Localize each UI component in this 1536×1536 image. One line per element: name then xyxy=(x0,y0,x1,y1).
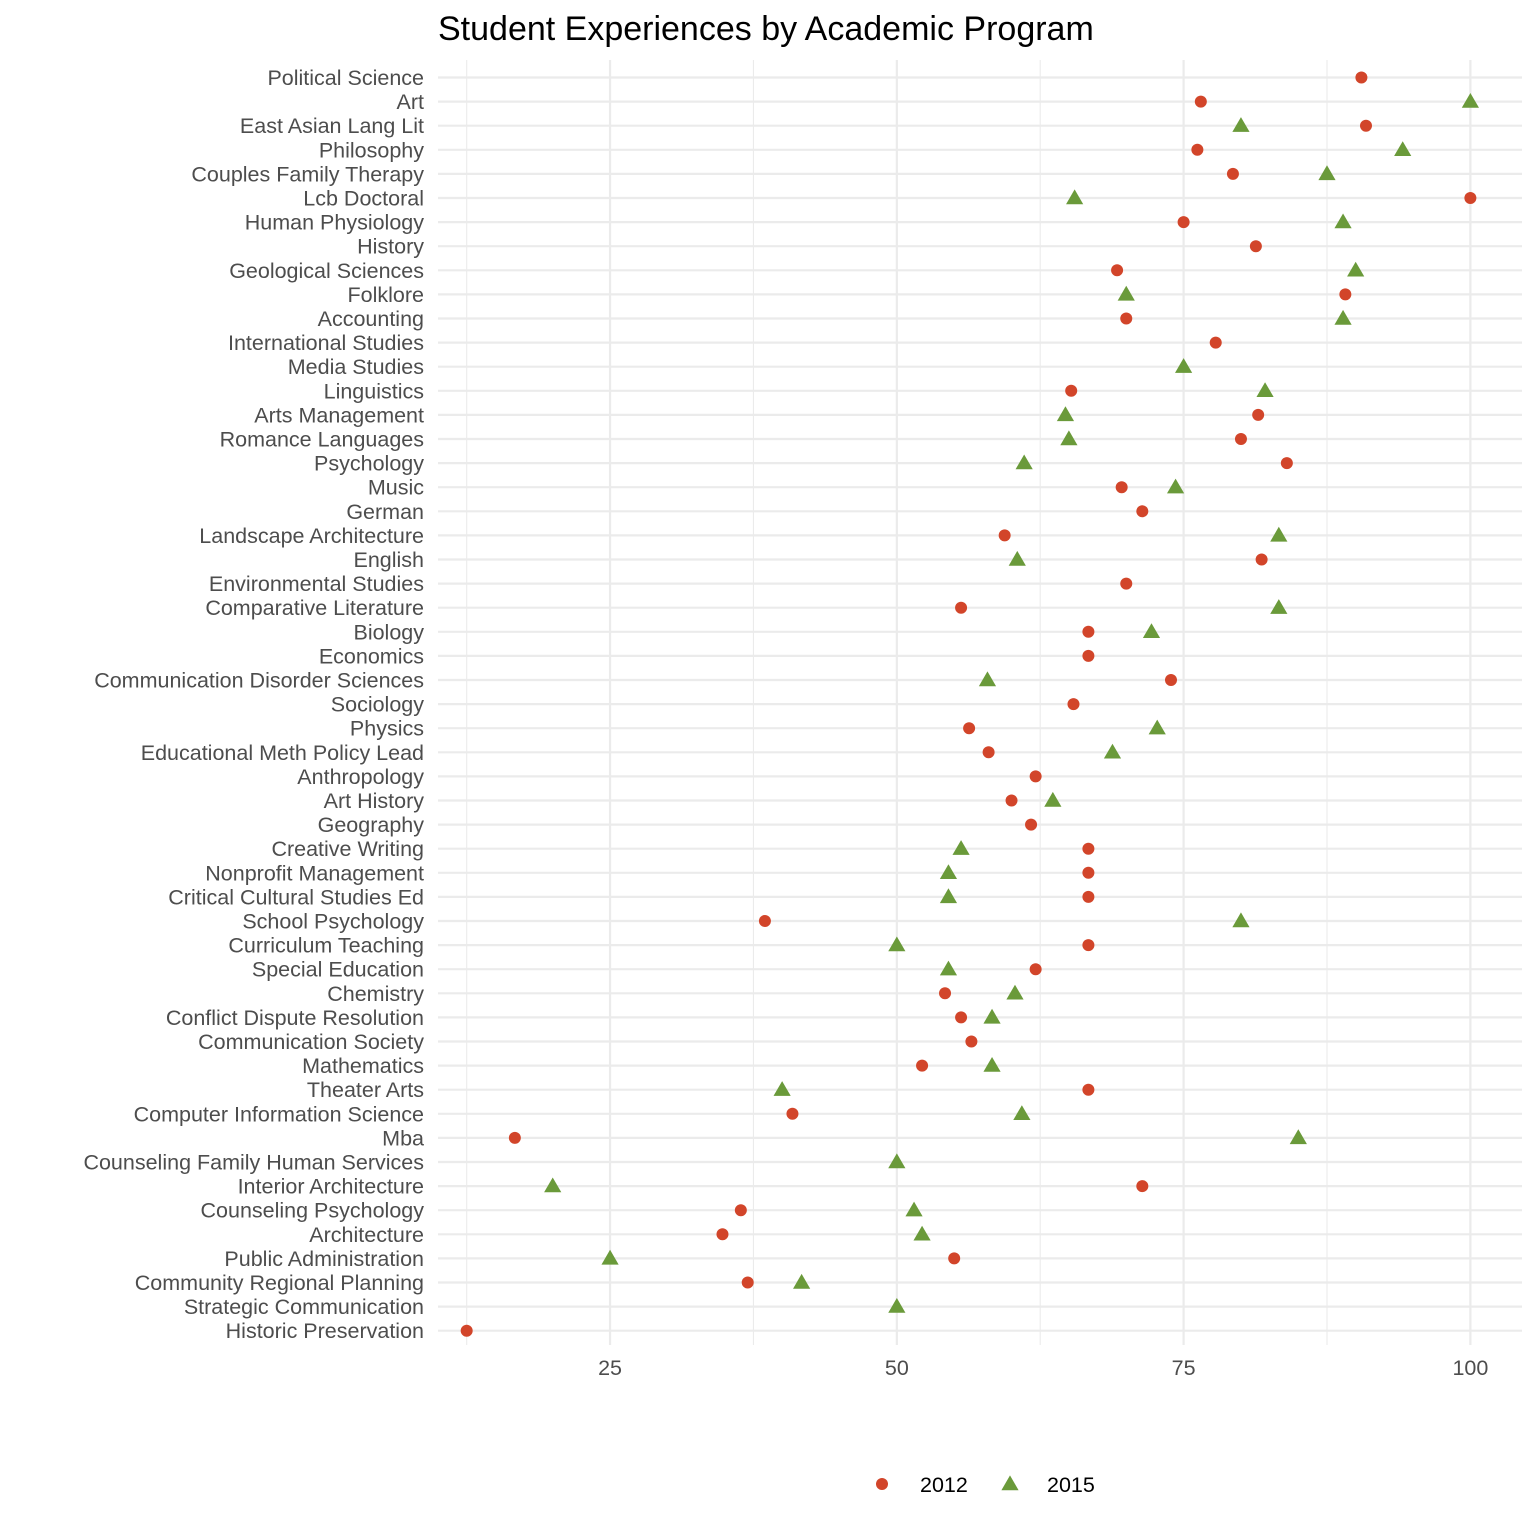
point-2015 xyxy=(1016,455,1033,470)
y-tick-label: Counseling Family Human Services xyxy=(83,1150,424,1175)
x-tick-label: 25 xyxy=(598,1356,623,1380)
point-2015 xyxy=(940,888,957,903)
y-tick-label: Philosophy xyxy=(318,138,424,163)
x-axis-labels xyxy=(598,1356,1488,1380)
point-2012 xyxy=(939,987,951,999)
point-2012 xyxy=(1065,385,1077,397)
y-tick-label: Linguistics xyxy=(323,379,424,404)
point-2012 xyxy=(1252,409,1264,421)
y-tick-label: Psychology xyxy=(314,451,424,476)
point-2015 xyxy=(1149,720,1166,735)
point-2015 xyxy=(1318,165,1335,180)
point-2012 xyxy=(1360,120,1372,132)
point-2012 xyxy=(1030,770,1042,782)
point-2012 xyxy=(1082,843,1094,855)
point-2012 xyxy=(1082,867,1094,879)
point-2012 xyxy=(965,1036,977,1048)
y-tick-label: Nonprofit Management xyxy=(205,861,424,886)
point-2012 xyxy=(948,1252,960,1264)
y-tick-label: East Asian Lang Lit xyxy=(239,114,424,139)
point-2012 xyxy=(1082,1084,1094,1096)
point-2012 xyxy=(1165,674,1177,686)
point-2015 xyxy=(544,1178,561,1193)
y-tick-label: Public Administration xyxy=(224,1246,424,1271)
point-2012 xyxy=(759,915,771,927)
y-tick-label: Curriculum Teaching xyxy=(228,933,424,958)
point-2015 xyxy=(940,864,957,879)
y-tick-label: Biology xyxy=(353,620,424,645)
y-tick-label: History xyxy=(357,234,424,259)
y-tick-label: Landscape Architecture xyxy=(199,523,424,548)
y-tick-label: Computer Information Science xyxy=(133,1102,424,1127)
point-2015 xyxy=(888,937,905,952)
legend-marker-2015 xyxy=(1001,1475,1018,1490)
point-2012 xyxy=(955,1011,967,1023)
point-2012 xyxy=(1195,96,1207,108)
point-2012 xyxy=(1006,795,1018,807)
point-2012 xyxy=(999,529,1011,541)
point-2012 xyxy=(1082,939,1094,951)
y-tick-label: Political Science xyxy=(267,66,424,90)
point-2015 xyxy=(1057,406,1074,421)
point-2012 xyxy=(983,746,995,758)
point-2012 xyxy=(1067,698,1079,710)
x-tick-label: 50 xyxy=(884,1356,909,1380)
y-tick-label: German xyxy=(346,499,424,524)
point-2015 xyxy=(983,1057,1000,1072)
grid xyxy=(438,60,1522,1345)
y-tick-label: Economics xyxy=(318,644,424,669)
point-2015 xyxy=(1013,1105,1030,1120)
y-tick-label: Media Studies xyxy=(287,355,424,380)
point-2015 xyxy=(1066,189,1083,204)
y-tick-label: Special Education xyxy=(251,957,424,982)
point-2012 xyxy=(1082,650,1094,662)
point-2015 xyxy=(1167,479,1184,494)
point-2012 xyxy=(461,1325,473,1337)
point-2012 xyxy=(916,1060,928,1072)
y-tick-label: Educational Meth Policy Lead xyxy=(140,740,424,765)
legend-marker-2012 xyxy=(876,1478,888,1490)
point-2012 xyxy=(1227,168,1239,180)
point-2012 xyxy=(1082,626,1094,638)
point-2015 xyxy=(1143,623,1160,638)
y-tick-label: Music xyxy=(367,475,424,500)
point-2015 xyxy=(1044,792,1061,807)
y-tick-label: Folklore xyxy=(347,282,424,307)
point-2015 xyxy=(793,1274,810,1289)
y-tick-label: Comparative Literature xyxy=(205,596,424,621)
y-tick-label: Sociology xyxy=(330,692,424,717)
point-2012 xyxy=(1025,819,1037,831)
point-2012 xyxy=(963,722,975,734)
point-2015 xyxy=(1334,214,1351,229)
point-2012 xyxy=(786,1108,798,1120)
y-tick-label: Arts Management xyxy=(254,403,424,428)
y-tick-label: Mba xyxy=(382,1126,424,1151)
y-tick-label: Mathematics xyxy=(302,1054,424,1079)
point-2015 xyxy=(913,1226,930,1241)
y-tick-label: Community Regional Planning xyxy=(134,1271,424,1295)
point-2015 xyxy=(1394,141,1411,156)
point-2012 xyxy=(1281,457,1293,469)
point-2012 xyxy=(509,1132,521,1144)
point-2015 xyxy=(888,1153,905,1168)
y-tick-label: Art xyxy=(396,90,424,115)
point-2012 xyxy=(955,602,967,614)
point-2012 xyxy=(1256,554,1268,566)
y-tick-label: Environmental Studies xyxy=(208,572,424,597)
point-2015 xyxy=(1060,430,1077,445)
point-2015 xyxy=(983,1009,1000,1024)
y-tick-label: Anthropology xyxy=(297,764,424,789)
point-2015 xyxy=(1232,117,1249,132)
y-tick-label: Romance Languages xyxy=(219,427,424,452)
point-2012 xyxy=(1464,192,1476,204)
y-tick-label: Geological Sciences xyxy=(229,258,424,283)
y-tick-label: Historic Preservation xyxy=(225,1319,424,1344)
y-tick-label: Creative Writing xyxy=(271,837,424,862)
point-2015 xyxy=(1118,286,1135,301)
y-tick-label: Counseling Psychology xyxy=(200,1198,424,1223)
point-2012 xyxy=(1030,963,1042,975)
y-tick-label: School Psychology xyxy=(242,909,424,934)
point-2015 xyxy=(979,671,996,686)
point-2015 xyxy=(1256,382,1273,397)
y-tick-label: Lcb Doctoral xyxy=(303,186,424,211)
y-tick-label: Communication Society xyxy=(198,1030,424,1054)
point-2012 xyxy=(1178,216,1190,228)
point-2015 xyxy=(1270,527,1287,542)
x-tick-label: 100 xyxy=(1452,1356,1489,1380)
y-tick-label: Chemistry xyxy=(327,981,424,1006)
point-2012 xyxy=(1235,433,1247,445)
y-tick-label: Critical Cultural Studies Ed xyxy=(168,885,424,910)
point-2012 xyxy=(1355,72,1367,84)
point-2015 xyxy=(1175,358,1192,373)
point-2012 xyxy=(1250,240,1262,252)
point-2015 xyxy=(1462,93,1479,108)
y-tick-label: Architecture xyxy=(309,1222,424,1247)
y-tick-label: Accounting xyxy=(317,307,424,331)
point-2012 xyxy=(742,1277,754,1289)
y-tick-label: Art History xyxy=(323,789,424,813)
point-2012 xyxy=(1120,313,1132,325)
point-2015 xyxy=(1334,310,1351,325)
point-2015 xyxy=(905,1202,922,1217)
y-tick-label: Human Physiology xyxy=(244,210,424,235)
legend xyxy=(876,1473,1095,1497)
point-2012 xyxy=(735,1204,747,1216)
y-tick-label: International Studies xyxy=(227,331,424,356)
y-axis-labels xyxy=(83,66,424,1343)
y-tick-label: Communication Disorder Sciences xyxy=(94,668,424,693)
y-tick-label: Strategic Communication xyxy=(183,1295,424,1320)
y-tick-label: Couples Family Therapy xyxy=(191,162,424,187)
point-2015 xyxy=(1290,1129,1307,1144)
chart-title: Student Experiences by Academic Program xyxy=(438,10,1094,48)
point-2015 xyxy=(1270,599,1287,614)
point-2012 xyxy=(1111,264,1123,276)
legend-label-2015: 2015 xyxy=(1047,1473,1095,1497)
point-2012 xyxy=(1136,1180,1148,1192)
point-2012 xyxy=(1082,891,1094,903)
x-tick-label: 75 xyxy=(1171,1356,1196,1380)
point-2015 xyxy=(888,1298,905,1313)
point-2012 xyxy=(1120,578,1132,590)
point-2015 xyxy=(1347,262,1364,277)
point-2015 xyxy=(952,840,969,855)
point-2012 xyxy=(1191,144,1203,156)
point-2012 xyxy=(1136,505,1148,517)
y-tick-label: Conflict Dispute Resolution xyxy=(165,1005,424,1030)
y-tick-label: Geography xyxy=(317,813,424,838)
y-tick-label: English xyxy=(353,548,424,572)
point-2015 xyxy=(1232,912,1249,927)
point-2015 xyxy=(774,1081,791,1096)
point-2015 xyxy=(940,961,957,976)
y-tick-label: Interior Architecture xyxy=(237,1174,424,1199)
point-2012 xyxy=(1116,481,1128,493)
legend-label-2012: 2012 xyxy=(920,1473,968,1497)
point-2012 xyxy=(1339,288,1351,300)
y-tick-label: Theater Arts xyxy=(306,1078,424,1103)
point-2015 xyxy=(1009,551,1026,566)
y-tick-label: Physics xyxy=(349,716,424,741)
point-2012 xyxy=(716,1228,728,1240)
point-2015 xyxy=(1006,985,1023,1000)
point-2012 xyxy=(1210,337,1222,349)
point-2015 xyxy=(1104,744,1121,759)
point-2015 xyxy=(601,1250,618,1265)
